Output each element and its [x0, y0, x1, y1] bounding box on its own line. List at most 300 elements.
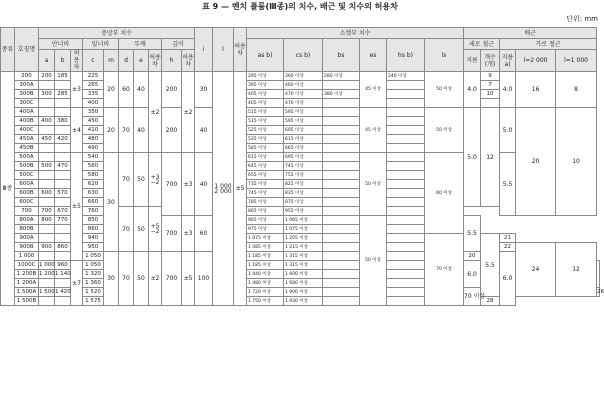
c-cell: 490 — [83, 144, 104, 153]
a-cell — [39, 180, 55, 189]
a-cell — [39, 153, 55, 162]
table-row — [1, 225, 600, 234]
a-cell: 1 200 — [39, 270, 55, 277]
bs-cell — [323, 135, 360, 144]
name-header: 호칭명 — [15, 28, 39, 72]
h1000-cell: 8 — [556, 72, 597, 108]
c-cell: 560 — [83, 162, 104, 171]
a-cell — [39, 99, 55, 108]
bs-cell — [323, 207, 360, 216]
a-cell — [39, 108, 55, 117]
c-cell: 940 — [83, 234, 104, 243]
bs-cell — [323, 189, 360, 198]
name-cell: 700 — [15, 207, 39, 216]
i-cell: 40 — [195, 108, 213, 153]
name-cell: 450A — [15, 135, 39, 144]
bs-cell — [323, 180, 360, 189]
d-cell: 70 — [119, 153, 134, 207]
m-cell: 20 — [104, 72, 119, 108]
cs-cell: 955 이상 — [284, 207, 323, 216]
name-cell: 1 000 — [15, 252, 39, 261]
table-title: 표 9 — 벤치 플룸(Ⅲ종)의 치수, 배근 및 치수의 허용차 — [202, 2, 398, 11]
as-cell: 735 이상 — [247, 180, 284, 189]
hs-cell — [387, 135, 425, 144]
hs-cell — [387, 198, 425, 207]
outer-w-header: 밑너비 — [83, 39, 119, 50]
name-cell: 450B — [15, 144, 39, 153]
name-cell: 300A — [15, 81, 39, 90]
a-cell — [39, 225, 55, 234]
vert-header: 세로 철근 — [464, 39, 500, 50]
vert-dia-header: 지름 — [464, 50, 481, 72]
hs-cell — [387, 126, 425, 135]
table-row — [1, 252, 600, 261]
c-cell: 1 575 — [83, 297, 104, 306]
b-cell: 960 — [55, 261, 71, 270]
hs-cell — [387, 108, 425, 117]
tol-l-cell: ±5 — [234, 72, 247, 306]
d-cell: 70 — [119, 252, 134, 306]
bs-cell — [323, 198, 360, 207]
name-cell: 1 500B — [15, 297, 39, 306]
b-header: b — [55, 50, 71, 72]
h-cell: 200 — [162, 108, 182, 153]
h-cell: 700 — [162, 216, 182, 252]
hs-cell — [387, 216, 425, 225]
horiz-dia-cell: 5.5 — [464, 216, 481, 252]
a-cell — [39, 144, 55, 153]
b-cell: 860 — [55, 243, 71, 252]
b-cell — [55, 198, 71, 207]
hs-cell — [387, 207, 425, 216]
b-cell — [55, 108, 71, 117]
b-cell — [55, 126, 71, 135]
cs-cell: 825 이상 — [284, 180, 323, 189]
ls-header: ls — [425, 39, 464, 72]
cs-cell: 835 이상 — [284, 189, 323, 198]
b-cell — [55, 225, 71, 234]
name-cell: 300B — [15, 90, 39, 99]
kind-cell: Ⅲ종 — [1, 72, 15, 306]
c-header: c — [83, 50, 104, 72]
vert-dia-cell: 5.0 — [464, 108, 481, 207]
es-cell: 50 이상 — [360, 153, 387, 216]
name-cell: 900B — [15, 243, 39, 252]
a-cell — [39, 279, 55, 288]
a-cell: 600 — [39, 189, 55, 198]
a-cell: 450 — [39, 135, 55, 144]
tol-ab-cell: ±7 — [71, 261, 83, 306]
ls-cell: 50 이상 — [425, 108, 464, 153]
bs-cell — [323, 144, 360, 153]
name-cell: 600A — [15, 180, 39, 189]
b-cell — [55, 234, 71, 243]
b-cell — [55, 297, 71, 306]
cs-cell: 875 이상 — [284, 198, 323, 207]
cs-cell: 615 이상 — [284, 135, 323, 144]
h-cell: 700 — [162, 252, 182, 306]
d-cell: 70 — [119, 108, 134, 153]
unit-label: 단위: mm — [566, 15, 598, 23]
b-cell — [55, 99, 71, 108]
tol-de-cell: ±2 — [149, 252, 162, 306]
bs-cell — [323, 81, 360, 90]
d-cell: 70 — [119, 207, 134, 252]
d-header: d — [119, 50, 134, 72]
cs-cell: 470 이상 — [284, 99, 323, 108]
center-header: 중앙부 치수 — [39, 28, 195, 39]
a-cell — [39, 198, 55, 207]
bs-cell — [323, 117, 360, 126]
a-cell: 1 500 — [39, 288, 55, 295]
c-cell: 335 — [83, 90, 104, 99]
ls-cell: 70 이상 — [425, 234, 464, 306]
i-cell: 100 — [195, 252, 213, 306]
tol-h-cell: ±3 — [182, 153, 195, 216]
b-cell: 185 — [55, 72, 71, 81]
table-row — [1, 216, 600, 225]
as-cell: 535 이상 — [247, 135, 284, 144]
name-cell: 300C — [15, 99, 39, 108]
tol-ab-cell: ±4 — [71, 108, 83, 153]
c-cell: 630 — [83, 189, 104, 198]
name-cell: 500B — [15, 162, 39, 171]
h1000-cell: 10 — [556, 108, 597, 216]
ls-cell: 50 이상 — [425, 72, 464, 108]
spec-table-wrapper — [0, 27, 604, 306]
c-cell: 225 — [83, 72, 104, 81]
table-row — [1, 72, 600, 81]
hs-cell — [387, 189, 425, 198]
name-cell: 400A — [15, 108, 39, 117]
b-cell — [55, 81, 71, 90]
hs-cell — [387, 270, 425, 279]
c-cell: 1 050 — [83, 252, 104, 261]
name-cell: 1 200B — [15, 270, 39, 279]
h2000-cell: 16 — [516, 72, 556, 108]
es-header: es — [360, 39, 387, 72]
c-cell: 660 — [83, 198, 104, 207]
table-row — [1, 234, 600, 243]
tol-de-header: 허용차 — [149, 50, 162, 72]
vert-count-cell: 26 — [597, 288, 604, 295]
cs-cell: 695 이상 — [284, 153, 323, 162]
c-cell: 1 360 — [83, 279, 104, 288]
m-cell: 20 — [104, 108, 119, 153]
tol-h-header: 허용차 — [182, 50, 195, 72]
horiz-dia-cell: 6.0 — [500, 252, 516, 306]
bs-cell — [323, 225, 360, 234]
tol-de-cell: ±2 — [149, 72, 162, 153]
name-cell: 1 500A — [15, 288, 39, 297]
ls-cell: 70 이상 — [464, 288, 481, 306]
m-cell: 30 — [104, 252, 119, 306]
b-cell: 285 — [55, 90, 71, 99]
c-cell: 620 — [83, 180, 104, 189]
as-cell: 525 이상 — [247, 126, 284, 135]
b-cell: 380 — [55, 117, 71, 126]
h1000-cell: 12 — [556, 243, 597, 297]
b-cell — [55, 279, 71, 288]
bs-cell: 380 이상 — [323, 90, 360, 99]
c-cell: 410 — [83, 126, 104, 135]
c-cell: 450 — [83, 117, 104, 126]
a-cell: 200 — [39, 72, 55, 81]
b-cell: 770 — [55, 216, 71, 225]
c-cell: 580 — [83, 171, 104, 180]
b-cell: 470 — [55, 162, 71, 171]
as-cell: 1 185 이상 — [247, 252, 284, 261]
b-cell — [55, 144, 71, 153]
bs-cell — [323, 270, 360, 279]
i-cell: 60 — [195, 216, 213, 252]
as-cell: 865 이상 — [247, 207, 284, 216]
es-cell: 50 이상 — [360, 216, 387, 306]
d-cell: 60 — [119, 72, 134, 108]
as-cell: 1 750 이상 — [247, 297, 284, 306]
cs-header: cs b) — [284, 39, 323, 72]
vert-count-cell: 9 — [481, 72, 500, 81]
as-cell: 785 이상 — [247, 198, 284, 207]
ls-cell: 60 이상 — [425, 153, 464, 234]
bs-cell — [323, 297, 360, 306]
c-cell: 1 520 — [83, 288, 104, 297]
name-cell: 1000C — [15, 261, 39, 270]
as-cell: 585 이상 — [247, 144, 284, 153]
cs-cell: 1 900 이상 — [284, 288, 323, 297]
horiz-dia-header: 지름a) — [500, 50, 516, 72]
cs-cell: 595 이상 — [284, 117, 323, 126]
hs-cell — [387, 297, 425, 306]
as-cell: 645 이상 — [247, 162, 284, 171]
e-cell: 50 — [134, 153, 149, 207]
cs-cell: 1 075 이상 — [284, 225, 323, 234]
name-cell: 900A — [15, 234, 39, 243]
c-cell: 950 — [83, 243, 104, 252]
l-cell: 1 000 2 000 — [213, 72, 234, 306]
table-row — [1, 153, 600, 162]
vert-count-cell: 20 — [464, 252, 481, 261]
horiz-dia-cell: 4.0 — [500, 72, 516, 108]
vert-count-cell: 28 — [481, 297, 500, 306]
vert-count-cell — [481, 99, 500, 108]
c-cell: 760 — [83, 207, 104, 216]
as-cell: 515 이상 — [247, 108, 284, 117]
a-cell: 700 — [39, 207, 55, 216]
b-cell: 1 140 — [55, 270, 71, 277]
cs-cell: 1 930 이상 — [284, 297, 323, 306]
a-cell — [39, 234, 55, 243]
vert-dia-cell: 5.5 — [481, 234, 500, 297]
rebar-header: 배근 — [464, 28, 597, 39]
cs-cell: 1 065 이상 — [284, 216, 323, 225]
l1000-header: l=1 000 — [556, 50, 597, 72]
kind-header: 종류 — [1, 28, 15, 72]
name-cell: 600B — [15, 189, 39, 198]
c-cell: 350 — [83, 108, 104, 117]
depth-header: 깊이 — [162, 39, 195, 50]
tol-ab-header: 허용차 — [71, 50, 83, 72]
c-cell: 860 — [83, 225, 104, 234]
name-cell: 800A — [15, 216, 39, 225]
b-cell: 670 — [55, 207, 71, 216]
cs-cell: 605 이상 — [284, 126, 323, 135]
cs-cell: 595 이상 — [284, 108, 323, 117]
i-cell: 40 — [195, 153, 213, 216]
table-row — [1, 108, 600, 117]
a-cell: 800 — [39, 216, 55, 225]
l2000-header: l=2 000 — [516, 50, 556, 72]
tol-l-header: 허용차 — [234, 28, 247, 72]
bs-cell — [323, 216, 360, 225]
as-cell: 1 185 이상 — [247, 261, 284, 270]
cs-cell: 1 600 이상 — [284, 270, 323, 279]
a-cell: 1 000 — [39, 261, 55, 268]
vert-count-cell: 10 — [481, 90, 500, 99]
thick-header: 두께 — [119, 39, 162, 50]
as-cell: 615 이상 — [247, 153, 284, 162]
cs-cell: 1 205 이상 — [284, 234, 323, 243]
cs-cell: 1 215 이상 — [284, 243, 323, 252]
tol-ab-cell: ±3 — [71, 72, 83, 108]
cs-cell: 755 이상 — [284, 171, 323, 180]
as-cell: 965 이상 — [247, 216, 284, 225]
as-cell: 1 440 이상 — [247, 270, 284, 279]
as-cell: 395 이상 — [247, 81, 284, 90]
as-cell: 655 이상 — [247, 171, 284, 180]
as-cell: 405 이상 — [247, 99, 284, 108]
as-cell: 1 075 이상 — [247, 234, 284, 243]
name-cell: 400C — [15, 126, 39, 135]
b-cell: 570 — [55, 189, 71, 198]
h-cell: 700 — [162, 153, 182, 216]
hs-cell — [387, 180, 425, 189]
c-cell: 265 — [83, 81, 104, 90]
hs-header: hs b) — [387, 39, 425, 72]
bs-cell — [323, 234, 360, 243]
cs-cell: 1 315 이상 — [284, 252, 323, 261]
hs-cell — [387, 117, 425, 126]
vert-count-cell: 22 — [500, 243, 516, 252]
b-cell: 420 — [55, 135, 71, 144]
bs-cell: 280 이상 — [323, 72, 360, 81]
vert-count-header: 개수(개) — [481, 50, 500, 72]
hs-cell — [387, 99, 425, 108]
vert-dia-cell: 4.0 — [464, 72, 481, 108]
as-cell: 405 이상 — [247, 90, 284, 99]
cs-cell: 1 680 이상 — [284, 279, 323, 288]
b-cell: 1 420 — [55, 288, 71, 295]
name-cell: 400B — [15, 117, 39, 126]
tol-ab-cell: ±5 — [71, 153, 83, 261]
as-cell: 745 이상 — [247, 189, 284, 198]
e-cell: 40 — [134, 108, 149, 153]
bs-cell — [323, 171, 360, 180]
b-cell — [55, 252, 71, 261]
c-cell: 1 320 — [83, 270, 104, 279]
hs-cell — [387, 288, 425, 297]
spec-table — [0, 27, 604, 306]
b-cell — [55, 180, 71, 189]
bs-header: bs — [323, 39, 360, 72]
e-header: e — [134, 50, 149, 72]
tol-de-cell: +5 −2 — [149, 207, 162, 252]
l-header: l — [213, 28, 234, 72]
c-cell: 480 — [83, 135, 104, 144]
e-cell: 50 — [134, 207, 149, 252]
a-cell: 400 — [39, 117, 55, 126]
bs-cell — [323, 279, 360, 288]
bs-cell — [323, 243, 360, 252]
hs-cell — [387, 162, 425, 171]
bs-cell — [323, 288, 360, 297]
hs-cell — [387, 261, 425, 270]
inner-w-header: 안너비 — [39, 39, 83, 50]
es-cell: 45 이상 — [360, 72, 387, 108]
horiz-dia-cell: 5.0 — [500, 108, 516, 153]
horiz-header: 가로 철근 — [500, 39, 597, 50]
e-cell: 40 — [134, 72, 149, 108]
a-cell: 500 — [39, 162, 55, 171]
cs-cell: 745 이상 — [284, 162, 323, 171]
name-cell: 1 200A — [15, 279, 39, 288]
h2000-cell: 20 — [516, 108, 556, 216]
bs-cell — [323, 252, 360, 261]
i-cell: 30 — [195, 72, 213, 108]
m-header: m — [104, 50, 119, 72]
cs-cell: 360 이상 — [284, 72, 323, 81]
a-cell — [39, 126, 55, 135]
name-cell: 500C — [15, 171, 39, 180]
horiz-dia-cell: 5.5 — [500, 153, 516, 216]
hs-cell — [387, 153, 425, 162]
cs-cell: 470 이상 — [284, 90, 323, 99]
c-cell: 400 — [83, 99, 104, 108]
m-cell: 30 — [104, 153, 119, 252]
c-cell: 850 — [83, 216, 104, 225]
b-cell — [55, 153, 71, 162]
name-cell: 500A — [15, 153, 39, 162]
name-cell: 600C — [15, 198, 39, 207]
hs-cell — [387, 81, 425, 90]
hs-cell — [387, 171, 425, 180]
cs-cell: 665 이상 — [284, 144, 323, 153]
bs-cell — [323, 99, 360, 108]
a-header: a — [39, 50, 55, 72]
name-cell: 200 — [15, 72, 39, 81]
hs-cell — [387, 225, 425, 234]
cs-cell: 1 315 이상 — [284, 261, 323, 270]
tol-de-cell: +3 −2 — [149, 153, 162, 207]
table-row — [1, 243, 600, 252]
as-cell: 975 이상 — [247, 225, 284, 234]
hs-cell — [387, 234, 425, 243]
as-header: as b) — [247, 39, 284, 72]
vert-count-cell: 12 — [481, 108, 500, 207]
bs-cell — [323, 153, 360, 162]
a-cell — [39, 297, 55, 306]
as-cell: 515 이상 — [247, 117, 284, 126]
a-cell — [39, 81, 55, 90]
table-body — [1, 72, 604, 306]
tol-h-cell: ±3 — [182, 216, 195, 252]
hs-cell — [387, 144, 425, 153]
as-cell: 1 480 이상 — [247, 279, 284, 288]
c-cell: 1 050 — [83, 261, 104, 270]
bs-cell — [323, 261, 360, 270]
a-cell — [39, 171, 55, 180]
hs-cell — [387, 252, 425, 261]
